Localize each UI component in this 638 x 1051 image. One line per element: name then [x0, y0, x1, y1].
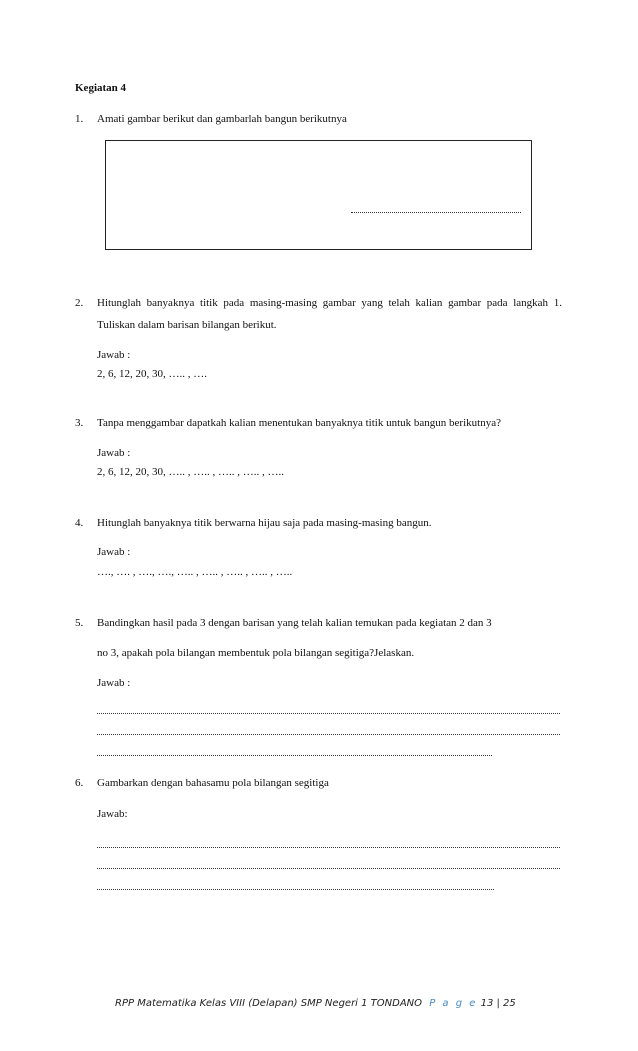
- question-4-answer: …., …. , …., …., ….. , ….. , ….. , ….. , …..: [97, 566, 293, 578]
- question-5-jawab-label: Jawab :: [97, 677, 131, 689]
- question-6-jawab-label: Jawab:: [97, 808, 128, 820]
- page-footer: [115, 998, 516, 1009]
- question-3-text: Tanpa menggambar dapatkah kalian menentukan banyaknya titik untuk bangun berikutnya?: [97, 417, 501, 429]
- question-6-text: Gambarkan dengan bahasamu pola bilangan segitiga: [97, 777, 329, 789]
- section-heading: Kegiatan 4: [75, 82, 127, 94]
- question-2-line-2: Tuliskan dalam barisan bilangan berikut.: [97, 319, 277, 331]
- question-5-line-1: Bandingkan hasil pada 3 dengan barisan yang telah kalian temukan pada kegiatan 2 dan 3: [97, 617, 492, 629]
- question-6-answer-line-1: [97, 846, 560, 848]
- question-1-number: 1.: [75, 113, 84, 125]
- question-6-number: 6.: [75, 777, 84, 789]
- question-5-number: 5.: [75, 617, 84, 629]
- question-2-number: 2.: [75, 297, 84, 309]
- question-5-answer-line-3: [97, 754, 492, 756]
- question-6-answer-line-2: [97, 867, 560, 869]
- question-3-jawab-label: Jawab :: [97, 447, 131, 459]
- question-4-number: 4.: [75, 517, 84, 529]
- footer-title: RPP Matematika Kelas VIII (Delapan) SMP Negeri 1 TONDANO: [115, 998, 423, 1009]
- question-4-jawab-label: Jawab :: [97, 546, 131, 558]
- figure-box: [105, 140, 532, 250]
- question-4-text: Hitunglah banyaknya titik berwarna hijau saja pada masing-masing bangun.: [97, 517, 432, 529]
- question-5-answer-line-2: [97, 733, 560, 735]
- question-3-answer: 2, 6, 12, 20, 30, ….. , ….. , ….. , ….. , …..: [97, 466, 284, 478]
- figure-answer-dotline: [351, 211, 521, 213]
- footer-page-label: P a g e: [429, 998, 478, 1009]
- footer-page-number: 13 | 25: [480, 998, 516, 1009]
- question-2-answer: 2, 6, 12, 20, 30, ….. , ….: [97, 368, 207, 380]
- question-1-text: Amati gambar berikut dan gambarlah bangun berikutnya: [97, 113, 347, 125]
- question-6-answer-line-3: [97, 888, 494, 890]
- question-5-answer-line-1: [97, 712, 560, 714]
- question-5-line-2: no 3, apakah pola bilangan membentuk pola bilangan segitiga?Jelaskan.: [97, 647, 415, 659]
- question-2-line-1: Hitunglah banyaknya titik pada masing-masing gambar yang telah kalian gambar pada langkah 1.: [97, 297, 562, 309]
- question-3-number: 3.: [75, 417, 84, 429]
- question-2-jawab-label: Jawab :: [97, 349, 131, 361]
